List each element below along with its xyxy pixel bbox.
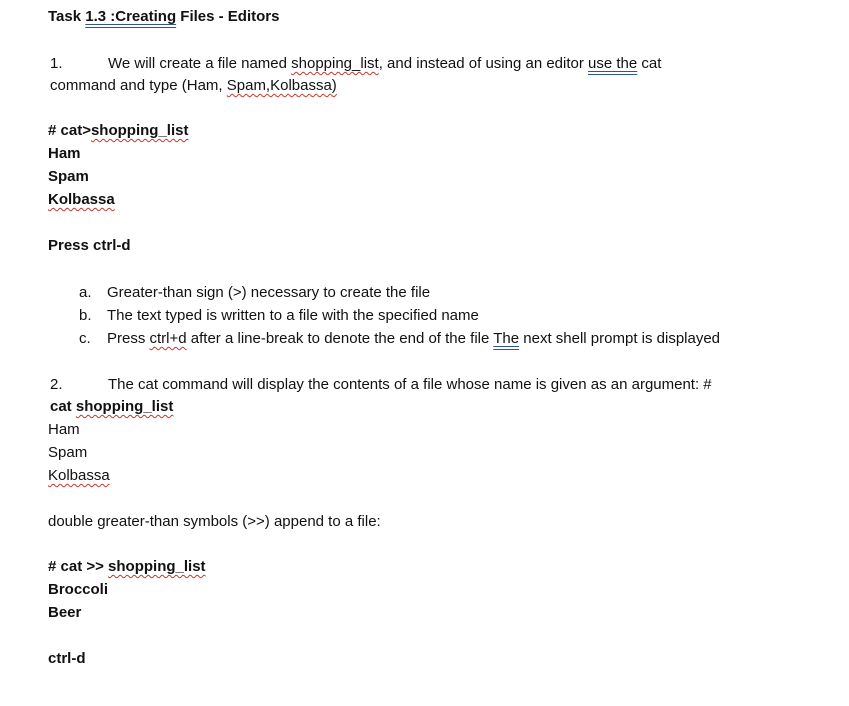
step1-use-the: use the (588, 55, 638, 72)
step1-number: 1. (50, 55, 63, 72)
note-b-label: b. (79, 307, 92, 324)
title-rest: Files - Editors (176, 8, 280, 25)
note-c (79, 330, 720, 348)
title-prefix: Task (48, 8, 86, 25)
cmd-append-file: shopping_list (108, 558, 206, 575)
note-c-mid: after a line-break to denote the end of the file (186, 330, 494, 347)
press-ctrl-d: Press ctrl-d (48, 237, 131, 254)
cmd-create-file: shopping_list (90, 122, 189, 139)
cmd-display (50, 398, 173, 416)
input-item-kolbassa: Kolbassa (48, 191, 115, 208)
step1-text-b: , and instead of using an editor (378, 55, 589, 72)
note-c-key: ctrl+d (149, 330, 187, 347)
title-task-number: 1.3 :Creating (85, 8, 177, 25)
append-item-broccoli: Broccoli (48, 581, 109, 598)
step1-line2 (50, 77, 337, 95)
step1-filename: shopping_list (291, 55, 379, 72)
append-item-beer: Beer (48, 604, 82, 621)
step2-number: 2. (50, 376, 63, 393)
page-title (48, 8, 279, 26)
output-item-spam: Spam (48, 444, 88, 461)
note-c-pre: Press (107, 330, 150, 347)
cmd-create-prefix: # cat> (48, 122, 91, 139)
cmd-append (48, 558, 206, 576)
step1-line1 (50, 55, 661, 73)
step1-text-a: We will create a file named (108, 55, 292, 72)
step1-items: Spam,Kolbassa) (226, 77, 337, 94)
cmd-append-prefix: # cat >> (48, 558, 109, 575)
cmd-display-prefix: cat (50, 398, 76, 415)
cmd-create (48, 122, 188, 140)
step2-text: The cat command will display the contents of a file whose name is given as an argument: # (108, 376, 712, 393)
note-c-label: c. (79, 330, 91, 347)
note-a (79, 284, 430, 302)
append-description: double greater-than symbols (>>) append to a file: (48, 513, 381, 530)
input-item-ham: Ham (48, 145, 81, 162)
note-b-text: The text typed is written to a file with the specified name (107, 307, 479, 324)
step1-text-c: cat (637, 55, 662, 72)
note-a-label: a. (79, 284, 92, 301)
note-c-the: The (493, 330, 520, 347)
step2-line1 (50, 376, 712, 394)
output-item-kolbassa: Kolbassa (48, 467, 110, 484)
note-b (79, 307, 479, 325)
note-a-text: Greater-than sign (>) necessary to create the file (107, 284, 431, 301)
append-ctrl-d: ctrl-d (48, 650, 86, 667)
note-c-post: next shell prompt is displayed (519, 330, 721, 347)
step1-line2-text: command and type (Ham, (50, 77, 227, 94)
cmd-display-file: shopping_list (75, 398, 174, 415)
output-item-ham: Ham (48, 421, 80, 438)
input-item-spam: Spam (48, 168, 89, 185)
